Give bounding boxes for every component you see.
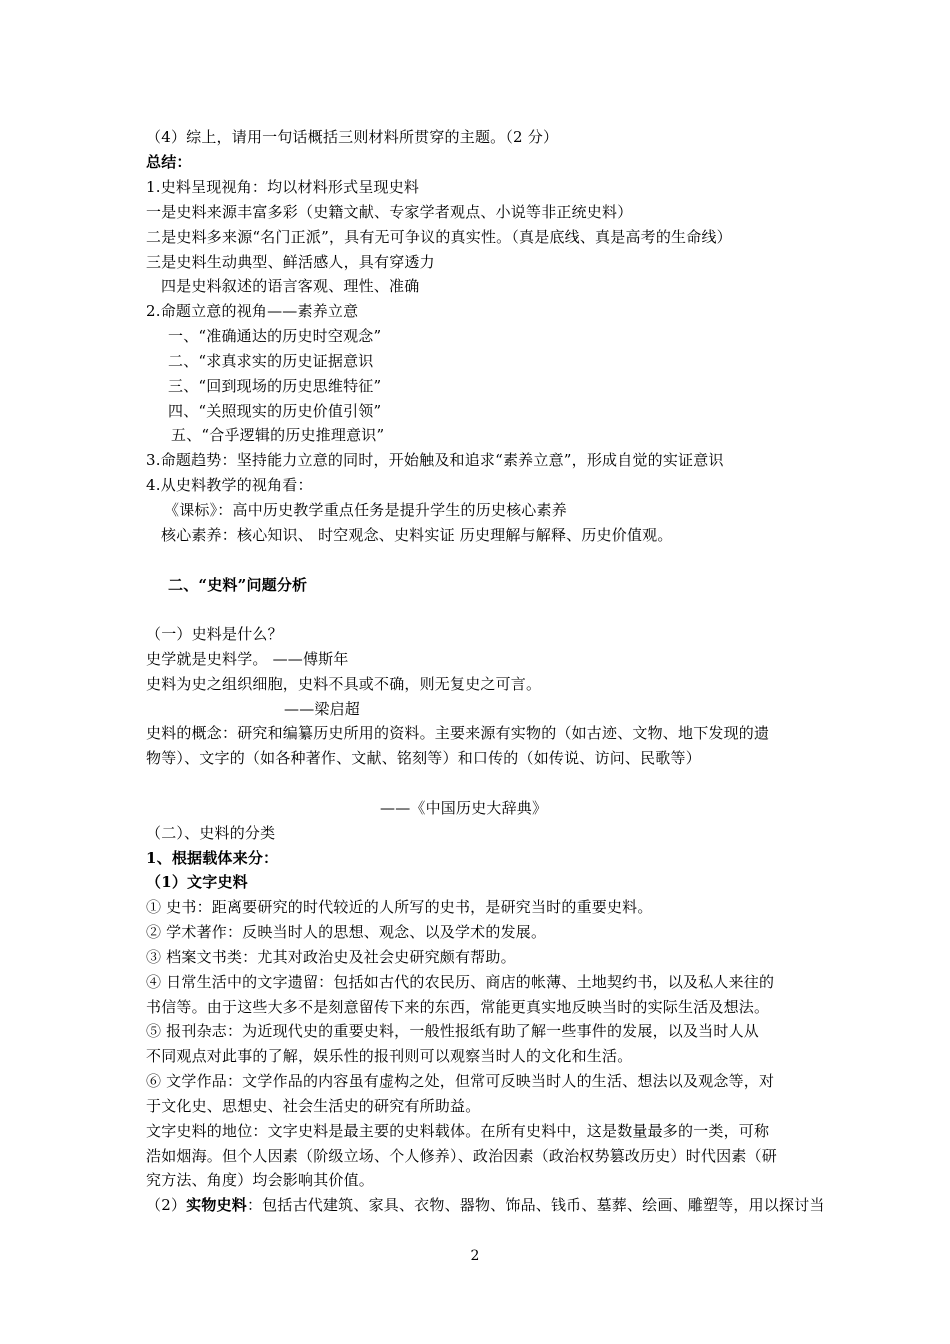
text-line: 四是史料叙述的语言客观、理性、准确 (161, 277, 420, 295)
text-line: ⑤ 报刊杂志：为近现代史的重要史料，一般性报纸有助了解一些事件的发展，以及当时人从 (146, 1022, 759, 1040)
text-line: 二是史料多来源“名门正派”，具有无可争议的真实性。（真是底线、真是高考的生命线） (146, 228, 732, 246)
text-line: 核心素养：核心知识、 时空观念、史料实证 历史理解与解释、历史价值观。 (161, 526, 673, 544)
text-line: 4.从史料教学的视角看： (146, 476, 313, 494)
text-line: 三是史料生动典型、鲜活感人，具有穿透力 (146, 253, 435, 271)
text-line: 《课标》：高中历史教学重点任务是提升学生的历史核心素养 (164, 501, 567, 519)
text-line: 文字史料的地位：文字史料是最主要的史料载体。在所有史料中，这是数量最多的一类，可称 (146, 1122, 770, 1140)
text-line: 不同观点对此事的了解，娱乐性的报刊则可以观察当时人的文化和生活。 (146, 1047, 633, 1065)
summary-heading: 总结： (146, 153, 192, 171)
text-line: ③ 档案文书类：尤其对政治史及社会史研究颇有帮助。 (146, 948, 516, 966)
text-line: 书信等。由于这些大多不是刻意留传下来的东西，常能更真实地反映当时的实际生活及想法。 (146, 998, 770, 1016)
text-line: （1）文字史料 (146, 873, 248, 891)
text-line: ⑥ 文学作品：文学作品的内容虽有虚构之处，但常可反映当时人的生活、想法以及观念等，对 (146, 1072, 775, 1090)
subsection-heading: （二）、史料的分类 (146, 824, 276, 842)
section-heading: 二、“史料”问题分析 (168, 576, 308, 594)
text-line: 究方法、角度）均会影响其价值。 (146, 1171, 375, 1189)
text-line: 于文化史、思想史、社会生活史的研究有所助益。 (146, 1097, 481, 1115)
text-line: 1、根据载体来分： (146, 849, 279, 867)
text-line: 一是史料来源丰富多彩（史籍文献、专家学者观点、小说等非正统史料） (146, 203, 633, 221)
text-line: 1.史料呈现视角：均以材料形式呈现史料 (146, 178, 420, 196)
list-item: 五、“合乎逻辑的历史推理意识” (171, 426, 385, 444)
subsection-heading: （一）史料是什么？ (146, 625, 283, 643)
text-line: 3.命题趋势：坚持能力立意的同时，开始触及和追求“素养立意”，形成自觉的实证意识 (146, 451, 724, 469)
text-line: ④ 日常生活中的文字遗留：包括如古代的农民历、商店的帐薄、土地契约书，以及私人来往的 (146, 973, 775, 991)
text-line: ② 学术著作：反映当时人的思想、观念、以及学术的发展。 (146, 923, 547, 941)
text-line: 物等）、文字的（如各种著作、文献、铭刻等）和口传的（如传说、访问、民歌等） (146, 749, 701, 767)
text-line: 2.命题立意的视角——素养立意 (146, 302, 359, 320)
list-item: 二、“求真求实的历史证据意识 (168, 352, 374, 370)
text-line (146, 1195, 825, 1215)
question-line: （4）综上，请用一句话概括三则材料所贯穿的主题。（2 分） (146, 128, 559, 146)
text-span: ：包括古代建筑、家具、衣物、器物、饰品、钱币、墓葬、绘画、雕塑等，用以探讨当 (246, 1196, 825, 1214)
list-item: 一、“准确通达的历史时空观念” (168, 327, 382, 345)
quote-attribution: ——梁启超 (284, 700, 361, 718)
text-span: （2） (146, 1196, 187, 1214)
quote-line: 史料为史之组织细胞，史料不具或不确，则无复史之可言。 (146, 675, 542, 693)
quote-attribution: ——《中国历史大辞典》 (380, 799, 548, 817)
list-item: 四、“关照现实的历史价值引领” (168, 402, 382, 420)
page-number: 2 (470, 1248, 480, 1264)
list-item: 三、“回到现场的历史思维特征” (168, 377, 382, 395)
text-line: 浩如烟海。但个人因素（阶级立场、个人修养）、政治因素（政治权势篡改历史）时代因素（研 (146, 1147, 777, 1165)
text-line: 史料的概念：研究和编纂历史所用的资料。主要来源有实物的（如古迹、文物、地下发现的遗 (146, 724, 770, 742)
text-line: ① 史书：距离要研究的时代较近的人所写的史书，是研究当时的重要史料。 (146, 898, 653, 916)
bold-term: 实物史料 (186, 1196, 247, 1214)
quote-line: 史学就是史料学。 ——傅斯年 (146, 650, 349, 668)
